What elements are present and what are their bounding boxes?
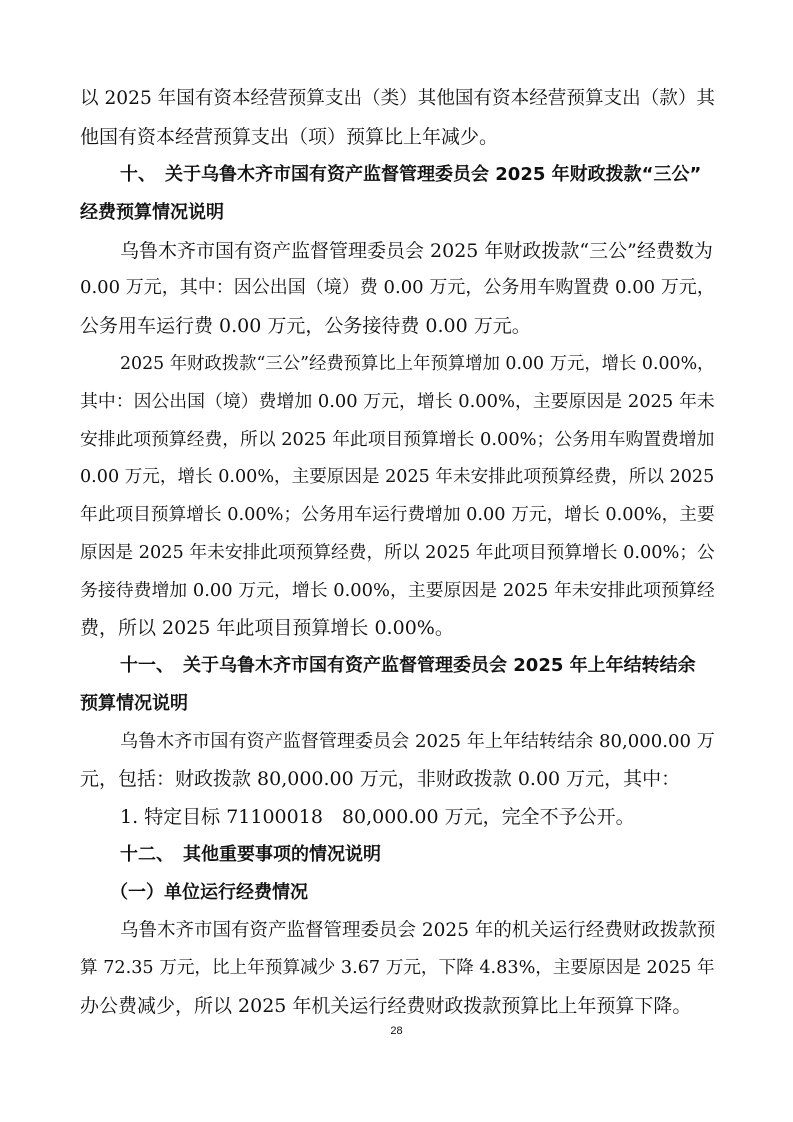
body-text-line: 乌鲁木齐市国有资产监督管理委员会 2025 年上年结转结余 80,000.00 万 (120, 731, 715, 752)
body-text-line: 乌鲁木齐市国有资产监督管理委员会 2025 年财政拨款“三公”经费数为 (120, 240, 713, 262)
body-text-line: 务接待费增加 0.00 万元，增长 0.00%，主要原因是 2025 年未安排此项预算经 (80, 580, 715, 601)
body-text-line: 办公费减少，所以 2025 年机关运行经费财政拨款预算比上年预算下降。 (80, 995, 692, 1017)
body-text-line: 以 2025 年国有资本经营预算支出（类）其他国有资本经营预算支出（款）其 (80, 88, 716, 109)
body-text-line: 乌鲁木齐市国有资产监督管理委员会 2025 年的机关运行经费财政拨款预 (120, 920, 716, 941)
body-text-line: 原因是 2025 年未安排此项预算经费，所以 2025 年此项目预算增长 0.00%；公 (80, 543, 715, 563)
section-heading-10: 经费预算情况说明 (80, 202, 224, 223)
list-item: 1. 特定目标 71100018 80,000.00 万元，完全不予公开。 (120, 806, 635, 828)
section-heading-10: 十、 关于乌鲁木齐市国有资产监督管理委员会 2025 年财政拨款“三公” (120, 164, 702, 185)
body-text-line: 他国有资本经营预算支出（项）预算比上年减少。 (80, 126, 499, 148)
body-text-line: 公务用车运行费 0.00 万元，公务接待费 0.00 万元。 (80, 315, 531, 337)
body-text-line: 0.00 万元，增长 0.00%，主要原因是 2025 年未安排此项预算经费，所以 2025 (80, 467, 715, 487)
body-text-line: 年此项目预算增长 0.00%；公务用车运行费增加 0.00 万元，增长 0.00%，主要 (80, 505, 715, 525)
section-heading-12: 十二、 其他重要事项的情况说明 (120, 844, 381, 865)
section-heading-11: 十一、 关于乌鲁木齐市国有资产监督管理委员会 2025 年上年结转结余 (120, 655, 696, 676)
body-text-line: 费，所以 2025 年此项目预算增长 0.00%。 (80, 617, 454, 639)
page-number: 28 (390, 1025, 403, 1037)
body-text-line: 安排此项预算经费，所以 2025 年此项目预算增长 0.00%；公务用车购置费增加 (80, 429, 715, 450)
section-heading-11: 预算情况说明 (80, 693, 188, 714)
subsection-heading: （一）单位运行经费情况 (110, 882, 308, 903)
body-text-line: 算 72.35 万元，比上年预算减少 3.67 万元，下降 4.83%，主要原因是 2025 年 (80, 958, 715, 978)
body-text-line: 元，包括：财政拨款 80,000.00 万元，非财政拨款 0.00 万元，其中： (80, 768, 681, 790)
body-text-line: 2025 年财政拨款“三公”经费预算比上年预算增加 0.00 万元，增长 0.00%， (120, 354, 715, 374)
body-text-line: 其中：因公出国（境）费增加 0.00 万元，增长 0.00%，主要原因是 2025 年未 (80, 391, 715, 412)
body-text-line: 0.00 万元，其中：因公出国（境）费 0.00 万元，公务用车购置费 0.00 万元， (80, 277, 715, 298)
